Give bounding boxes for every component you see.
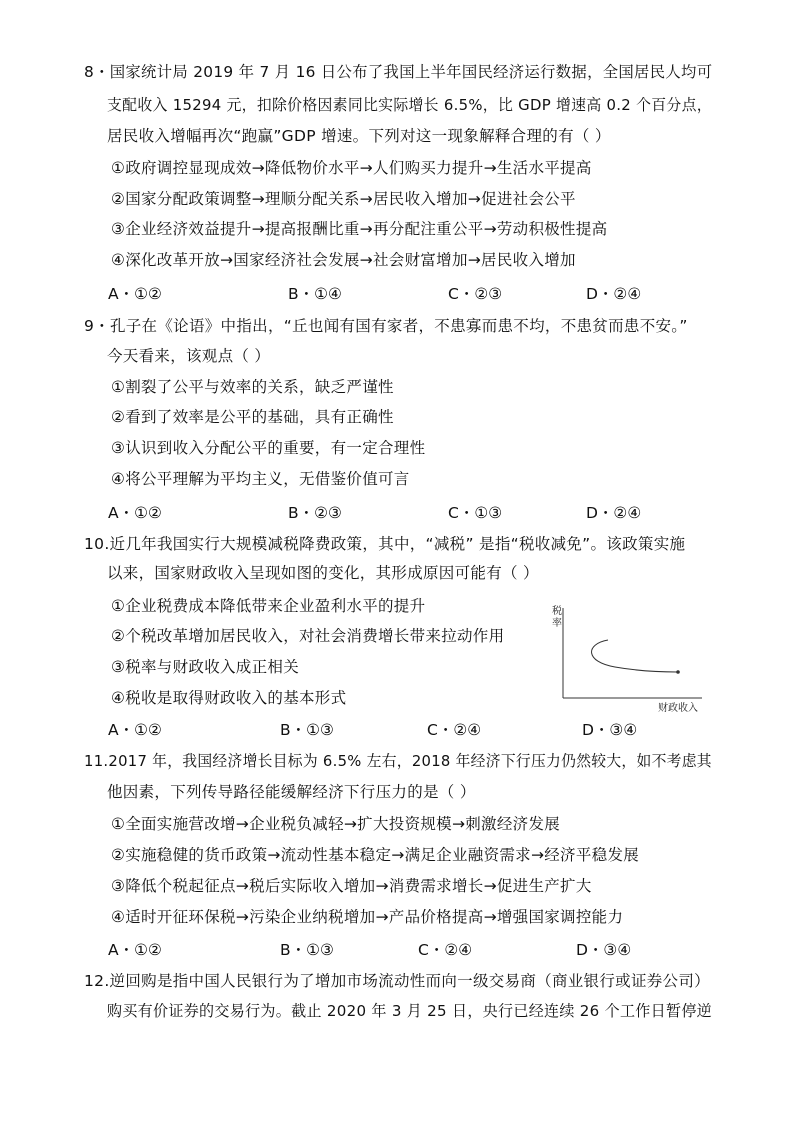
question-11-option-1: ①全面实施营改增→企业税负减轻→扩大投资规模→刺激经济发展	[111, 815, 561, 833]
question-11-choice-a: A・①②	[108, 941, 162, 959]
question-10-choice-c: C・②④	[427, 721, 482, 739]
question-9-option-2: ②看到了效率是公平的基础，具有正确性	[111, 408, 394, 426]
x-axis-label: 财政收入	[658, 703, 698, 714]
question-9-line-2: 今天看来，该观点（ ）	[107, 347, 271, 365]
question-10-line-1: 10.近几年我国实行大规模减税降费政策，其中，“减税” 是指“税收减免”。该政策实施	[84, 535, 686, 553]
question-9-choice-a: A・①②	[108, 504, 162, 522]
question-8-line-1: 8・国家统计局 2019 年 7 月 16 日公布了我国上半年国民经济运行数据，全国居民人均可	[84, 63, 713, 81]
y-axis-label-char-1: 税	[552, 606, 562, 617]
question-10-option-2: ②个税改革增加居民收入，对社会消费增长带来拉动作用	[111, 627, 505, 645]
question-9-option-3: ③认识到收入分配公平的重要，有一定合理性	[111, 439, 426, 457]
curve-endpoint	[676, 670, 680, 674]
question-10-choice-d: D・③④	[582, 721, 638, 739]
question-11-option-2: ②实施稳健的货币政策→流动性基本稳定→满足企业融资需求→经济平稳发展	[111, 846, 640, 864]
question-8-choice-a: A・①②	[108, 285, 162, 303]
tax-revenue-figure	[540, 600, 710, 715]
question-11-choice-c: C・②④	[418, 941, 473, 959]
question-9-option-4: ④将公平理解为平均主义，无借鉴价值可言	[111, 470, 410, 488]
question-10-line-2: 以来，国家财政收入呈现如图的变化，其形成原因可能有（ ）	[107, 564, 539, 582]
question-11-line-2: 他因素，下列传导路径能缓解经济下行压力的是（ ）	[107, 783, 476, 801]
question-8-line-2: 支配收入 15294 元，扣除价格因素同比实际增长 6.5%，比 GDP 增速高 0.2 个百分点，	[107, 96, 712, 114]
question-8-choice-b: B・①④	[288, 285, 342, 303]
question-9-choice-d: D・②④	[586, 504, 642, 522]
question-9-line-1: 9・孔子在《论语》中指出，“丘也闻有国有家者，不患寡而患不均，不患贫而患不安。”	[84, 317, 688, 335]
question-10-option-3: ③税率与财政收入成正相关	[111, 658, 299, 676]
question-8-choice-c: C・②③	[448, 285, 503, 303]
question-11-option-4: ④适时开征环保税→污染企业纳税增加→产品价格提高→增强国家调控能力	[111, 908, 624, 926]
question-10-choice-b: B・①③	[280, 721, 334, 739]
question-10-option-4: ④税收是取得财政收入的基本形式	[111, 689, 347, 707]
question-11-choice-b: B・①③	[280, 941, 334, 959]
y-axis-label-char-2: 率	[552, 618, 562, 629]
question-8-option-2: ②国家分配政策调整→理顺分配关系→居民收入增加→促进社会公平	[111, 190, 576, 208]
question-9-choice-c: C・①③	[448, 504, 503, 522]
question-8-option-3: ③企业经济效益提升→提高报酬比重→再分配注重公平→劳动积极性提高	[111, 220, 608, 238]
question-10-option-1: ①企业税费成本降低带来企业盈利水平的提升	[111, 597, 426, 615]
question-11-option-3: ③降低个税起征点→税后实际收入增加→消费需求增长→促进生产扩大	[111, 877, 592, 895]
question-11-choice-d: D・③④	[576, 941, 632, 959]
question-9-choice-b: B・②③	[288, 504, 342, 522]
question-12-line-1: 12.逆回购是指中国人民银行为了增加市场流动性而向一级交易商（商业银行或证券公司）	[84, 972, 710, 990]
question-8-option-1: ①政府调控显现成效→降低物价水平→人们购买力提升→生活水平提高	[111, 159, 592, 177]
question-10-choice-a: A・①②	[108, 721, 162, 739]
question-8-option-4: ④深化改革开放→国家经济社会发展→社会财富增加→居民收入增加	[111, 251, 576, 269]
question-12-line-2: 购买有价证券的交易行为。截止 2020 年 3 月 25 日，央行已经连续 26 个工作日暂停逆	[107, 1002, 713, 1020]
question-8-line-3: 居民收入增幅再次“跑赢”GDP 增速。下列对这一现象解释合理的有（ ）	[107, 127, 611, 145]
tax-revenue-curve	[592, 640, 677, 672]
question-9-option-1: ①割裂了公平与效率的关系，缺乏严谨性	[111, 378, 394, 396]
question-11-line-1: 11.2017 年，我国经济增长目标为 6.5% 左右，2018 年经济下行压力仍然较大，如不考虑其	[84, 752, 712, 770]
question-8-choice-d: D・②④	[586, 285, 642, 303]
